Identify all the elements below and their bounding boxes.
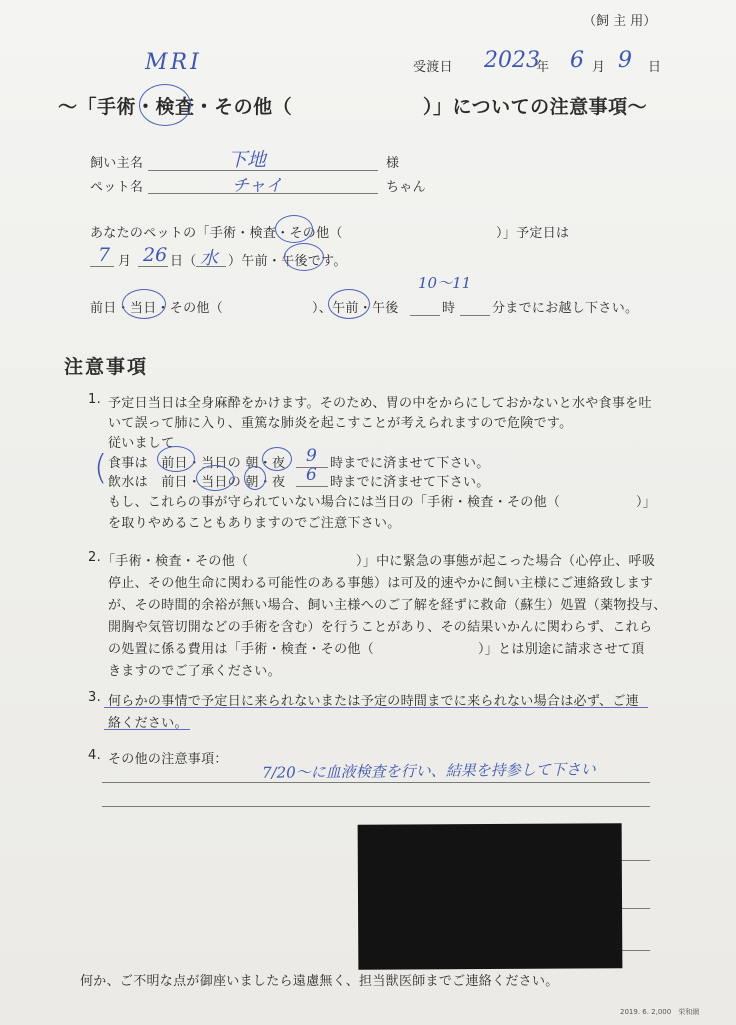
pet-name: チャイ — [232, 176, 283, 196]
schedule-month-underline — [90, 266, 114, 267]
pet-label: ペット名 — [90, 180, 144, 195]
redaction-block — [358, 823, 623, 969]
note3-line-2-underline — [104, 729, 190, 730]
arrival-am-circle — [328, 289, 370, 319]
note2-line-1-end: ）」中に緊急の事態が起こった場合（心停止、呼吸 — [356, 554, 656, 569]
note1-line-6-end: ）」 — [636, 495, 657, 510]
note2-line-3: が、その時間的余裕が無い場合、飼い主様へのご了解を経ずに救命（蘇生）処置（薬物投与、 — [108, 598, 667, 613]
schedule-pm-circle — [284, 243, 324, 271]
note1-water-sameday-circle — [196, 465, 234, 491]
note2-line-5-end: ）」とは別途に請求させて頂 — [478, 642, 645, 657]
date-month-unit: 月 — [592, 60, 606, 75]
note1-water-morning-circle — [244, 466, 266, 490]
note1-water: 飲水は 前日・当日の 朝・夜 — [108, 475, 286, 490]
note4-rule-4 — [622, 908, 650, 909]
note2-line-6: きますのでご了承ください。 — [108, 664, 281, 679]
note1-line-2: いて誤って肺に入り、重篤な肺炎を起こすことが考えられますので危険です。 — [108, 416, 573, 431]
title-prefix: 〜「手術 — [58, 96, 137, 118]
arrival-minute-underline — [460, 315, 490, 316]
note1-food-time: 9 — [306, 446, 317, 466]
note1-food: 食事は 前日・当日の 朝・夜 — [108, 456, 286, 471]
schedule-day-underline — [138, 266, 168, 267]
note4-label: その他の注意事項： — [108, 752, 228, 767]
date-label: 受渡日 — [413, 60, 453, 75]
arrival-text-4: 分までにお越し下さい。 — [492, 301, 639, 316]
date-day-unit: 日 — [648, 60, 662, 75]
note1-number: 1. — [88, 392, 102, 407]
title-dot-2: ・ — [194, 96, 215, 118]
note1-food-end: 時までに済ませて下さい。 — [330, 456, 490, 471]
copy-label: （飼 主 用） — [583, 14, 657, 29]
schedule-line-1: あなたのペットの「手術・検査・その他（ — [90, 226, 343, 241]
arrival-hour-note: 10〜11 — [418, 274, 472, 292]
note1-food-prevday-circle — [157, 446, 195, 472]
note2-line-4: 開胸や気管切開などの手術を含む）を行うことがあり、その結果いかんに関わらず、これら — [108, 620, 653, 635]
note3-number: 3. — [88, 690, 102, 705]
note1-line-6: もし、これらの事が守られていない場合には当日の「手術・検査・その他（ — [108, 495, 561, 510]
note3-line-1: 何らかの事情で予定日に来られないまたは予定の時間までに来られない場合は必ず、ご連 — [108, 694, 639, 709]
date-year-unit: 年 — [536, 60, 550, 75]
date-month: 6 — [570, 48, 584, 73]
title-suffix: ）」についての注意事項〜 — [423, 96, 648, 118]
note2-line-2: 停止、その他生命に関わる可能性のある事態）は可及的速やかに飼い主様にご連絡致します — [108, 576, 654, 591]
arrival-text-2: ）、午前・午後 — [312, 301, 399, 316]
note1-water-time-underline — [296, 486, 328, 487]
note4-rule-3 — [622, 860, 650, 861]
note4-rule-2 — [102, 806, 650, 807]
note3-line-1-underline — [104, 707, 648, 708]
owner-label: 飼い主名 — [90, 156, 144, 171]
pet-name-underline — [148, 193, 378, 194]
arrival-hour-underline — [410, 315, 440, 316]
arrival-hour-unit: 時 — [442, 301, 456, 316]
note1-line-7: を取りやめることもありますのでご注意下さい。 — [108, 516, 401, 531]
note1-water-end: 時までに済ませて下さい。 — [330, 475, 490, 490]
note3-line-2: 絡ください。 — [108, 716, 188, 731]
title-other: その他（ — [214, 96, 293, 118]
note4-rule-1 — [102, 782, 650, 783]
note2-number: 2. — [88, 550, 102, 565]
footer-contact: 何か、ご不明な点が御座いましたら遠慮無く、担当獣医師までご連絡ください。 — [80, 974, 559, 989]
note4-rule-5 — [622, 950, 650, 951]
title-dot-1: ・ — [136, 96, 156, 118]
title-inspection: 検査 — [155, 96, 195, 118]
pet-suffix: ちゃん — [386, 180, 426, 195]
note4-number: 4. — [88, 748, 102, 763]
schedule-line-1-end: ）」予定日は — [496, 226, 570, 241]
note2-line-1: 「手術・検査・その他（ — [102, 554, 249, 569]
schedule-inspection-circle — [275, 215, 313, 243]
arrival-text-1: 前日・当日・その他（ — [90, 301, 224, 316]
schedule-month-unit: 月 — [118, 254, 132, 269]
note1-line-1: 予定日当日は全身麻酔をかけます。そのため、胃の中をからにしておかないと水や食事を吐 — [108, 396, 652, 411]
note1-line-3: 従いまして — [108, 436, 175, 451]
note4-handwritten: 7/20〜に血液検査を行い、結果を持参して下さい — [261, 760, 596, 782]
title-inspection-circle — [139, 84, 191, 126]
print-code: 2019. 6. 2,000 栄和網 — [620, 1008, 700, 1016]
date-day: 9 — [618, 48, 632, 73]
schedule-day: 26 — [143, 244, 168, 266]
arrival-same-day-circle — [122, 289, 166, 319]
notes-heading: 注意事項 — [64, 356, 149, 378]
note1-bracket-mark: ( — [94, 448, 108, 488]
schedule-weekday: 水 — [200, 248, 218, 269]
schedule-ampm: ）午前・午後です。 — [228, 254, 347, 269]
owner-name: 下地 — [228, 149, 267, 171]
date-year: 2023 — [484, 48, 540, 73]
note2-line-5: の処置に係る費用は「手術・検査・その他（ — [108, 642, 375, 657]
owner-suffix: 様 — [386, 156, 400, 171]
schedule-day-unit: 日（ — [170, 254, 197, 269]
note1-water-time: 6 — [306, 465, 317, 485]
note1-food-night-circle — [262, 447, 292, 471]
schedule-month: 7 — [98, 244, 111, 266]
handwritten-mri-note: MRI — [145, 50, 202, 75]
schedule-weekday-underline — [196, 266, 226, 267]
